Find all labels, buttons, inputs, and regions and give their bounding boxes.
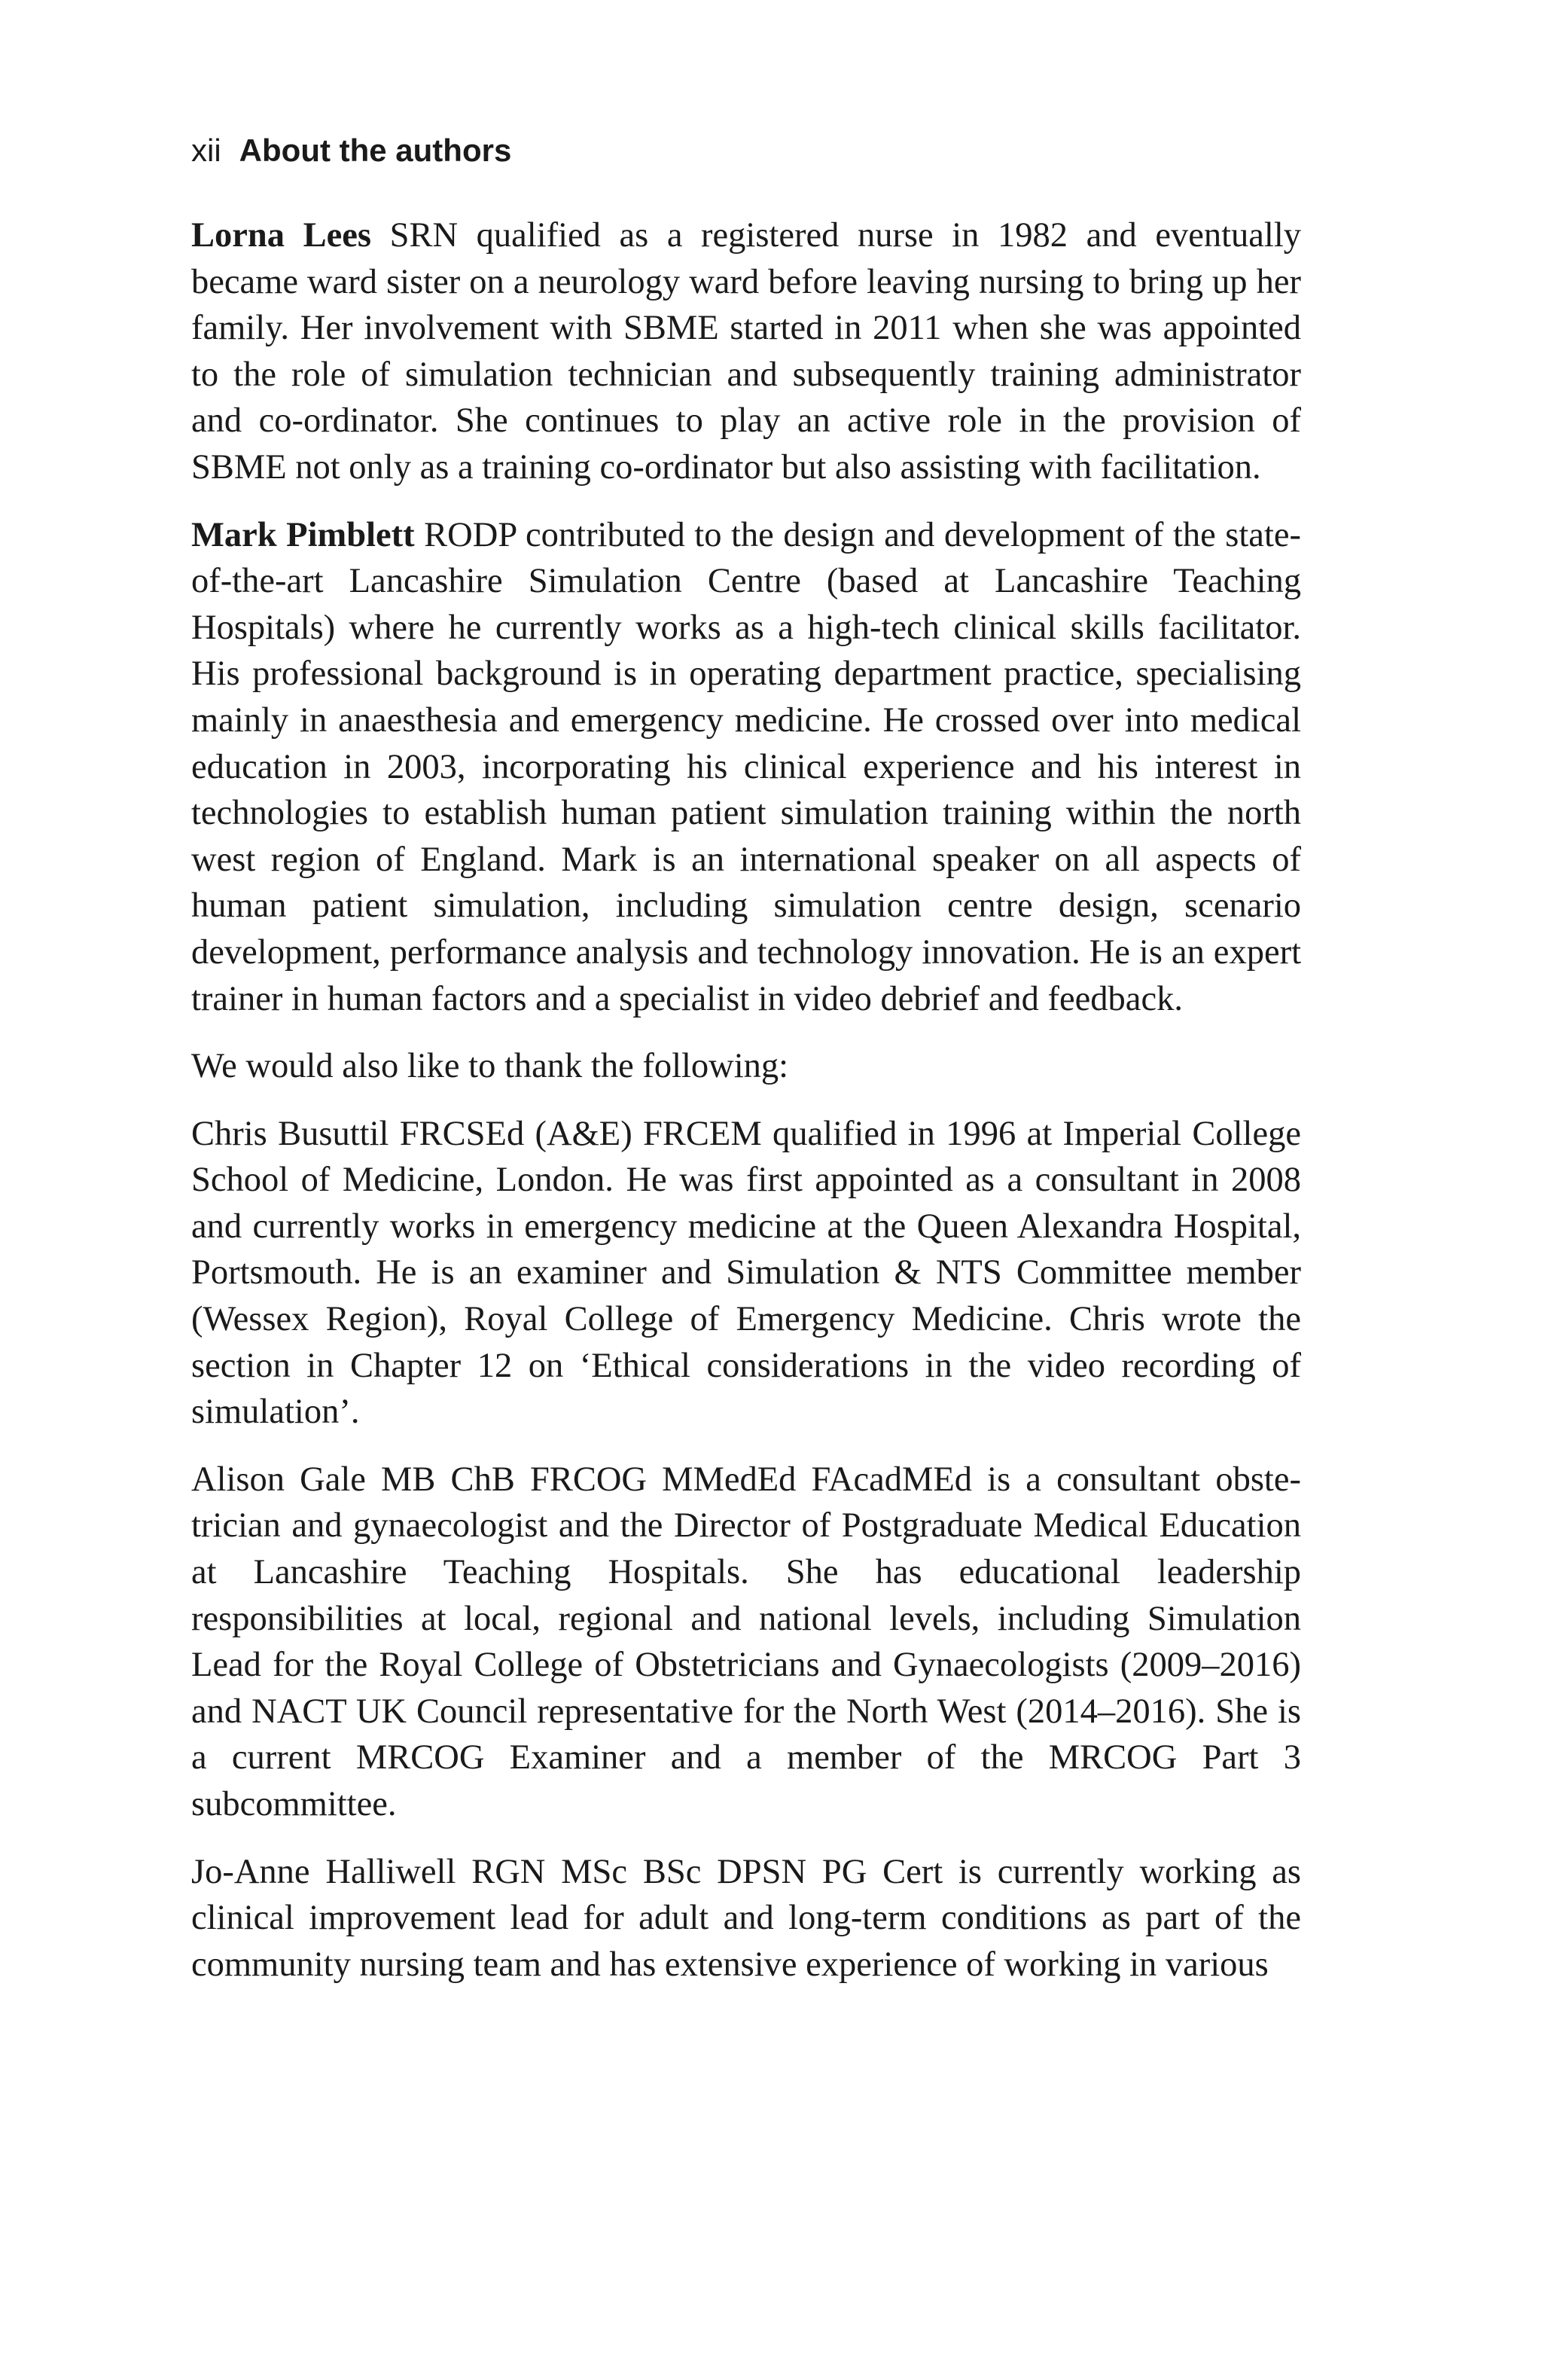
running-head xyxy=(191,128,1301,173)
author-bio-lorna-lees xyxy=(191,212,1301,491)
author-bio-mark-pimblett xyxy=(191,512,1301,1023)
page-number: xii xyxy=(191,133,221,168)
author-name: Lorna Lees xyxy=(191,216,371,255)
thanks-intro: We would also like to thank the following: xyxy=(191,1047,789,1086)
author-bio-text: SRN qualified as a registered nurse in 1982 and eventually became ward sister on a neurology ward before leaving nursing to bring up her family. Her involvement with SBME started in 2011 when she was appointed to the role of simulation technician and subsequently training administrator and co-ordinator. She continues to play an active role in the provision of SBME not only as a training co-ordinator but also assisting with facilitation. xyxy=(191,216,1302,487)
acknowledgement-alison-gale: Alison Gale MB ChB FRCOG MMedEd FAcadMEd is a consultant obstetrician and gynaecologist and the Director of Postgraduate Medical Education at Lancashire Teaching Hospitals. She has educational leadership responsibilities at local, regional and national levels, including Simulation Lead for the Royal College of Obstetricians and Gynaecologists (2009–2016) and NACT UK Council representative for the North West (2014–2016). She is a current MRCOG Examiner and a member of the MRCOG Part 3 subcommittee. xyxy=(191,1460,1301,1823)
acknowledgement-chris-busuttil: Chris Busuttil FRCSEd (A&E) FRCEM qualified in 1996 at Imperial College School of Medicine, London. He was first appointed as a consultant in 2008 and currently works in emergency medicine at the Queen Alexandra Hospital, Portsmouth. He is an examiner and Simulation & NTS Committee member (Wessex Region), Royal College of Emergency Medicine. Chris wrote the section in Chapter 12 on ‘Ethical considerations in the video recording of simulation’. xyxy=(191,1114,1301,1432)
author-name: Mark Pimblett xyxy=(191,515,415,554)
author-bio-text: RODP contributed to the design and development of the state-of-the-art Lancashire Simulation Centre (based at Lancashire Teaching Hospitals) where he currently works as a high-tech clinical skills facilitator. His professional background is in operating department practice, specialising mainly in anaesthesia and emergency medicine. He crossed over into medical education in 2003, incorporating his clinical experience and his interest in technologies to establish human patient simulation training within the north west region of England. Mark is an international speaker on all aspects of human patient simulation, including simulation centre design, scenario development, performance analysis and technology innovation. He is an expert trainer in human factors and a specialist in video debrief and feedback. xyxy=(191,515,1301,1018)
section-title: About the authors xyxy=(239,133,512,168)
book-page xyxy=(191,128,1301,2009)
body-text xyxy=(191,212,1301,1988)
acknowledgement-jo-anne-halliwell: Jo-Anne Halliwell RGN MSc BSc DPSN PG Cert is currently working as clinical improvement lead for adult and long-term conditions as part of the community nursing team and has extensive experience of working in various xyxy=(191,1852,1301,1984)
